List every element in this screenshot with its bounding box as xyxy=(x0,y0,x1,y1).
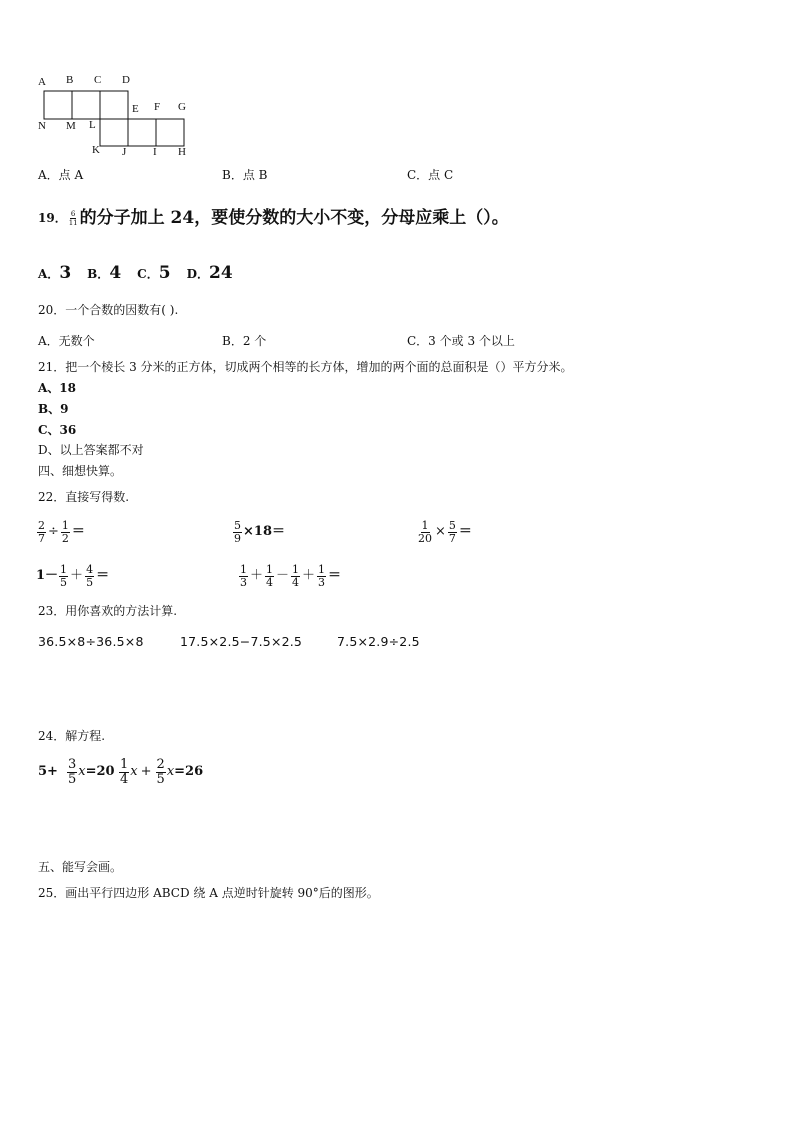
q20-option-a[interactable]: A．无数个 xyxy=(38,334,95,348)
label-h: H xyxy=(178,146,186,158)
q20-option-b[interactable]: B．2 个 xyxy=(222,334,267,348)
label-i: I xyxy=(153,146,157,158)
label-f: F xyxy=(154,101,161,113)
q19-option-b-letter: B． xyxy=(87,267,110,281)
q22-question: 22．直接写得数. xyxy=(38,490,130,504)
q22-expr-4: 1－ $\frac{1}{5}$ ＋ $\frac{4}{5}$ ＝ xyxy=(36,562,110,589)
label-m: M xyxy=(66,120,76,132)
q23-expr-3: 7.5×2.9÷2.5 xyxy=(337,634,420,649)
q19-options xyxy=(38,262,233,284)
q23-question: 23．用你喜欢的方法计算. xyxy=(38,604,178,618)
q19-option-c[interactable]: 5 xyxy=(158,263,171,283)
cube-net-figure xyxy=(36,74,206,160)
q19-question xyxy=(38,207,509,229)
net-square-2 xyxy=(72,91,100,119)
label-e: E xyxy=(132,103,139,115)
q21-option-a[interactable]: A、18 xyxy=(38,381,77,395)
q18-option-a[interactable]: A．点 A xyxy=(38,168,84,182)
q19-number: 19． xyxy=(38,211,67,225)
q19-option-d[interactable]: 24 xyxy=(208,263,233,283)
q22-expr-1: $\frac{2}{7}$ ÷ $\frac{1}{2}$ ＝ xyxy=(38,518,85,545)
section-5-title: 五、能写会画。 xyxy=(38,860,123,874)
net-square-3 xyxy=(100,91,128,119)
label-g: G xyxy=(178,101,186,113)
q21-option-c[interactable]: C、36 xyxy=(38,423,77,437)
q23-expr-1: 36.5×8÷36.5×8 xyxy=(38,634,144,649)
q22-expr-2: $\frac{5}{9}$ ×18＝ xyxy=(234,518,285,545)
q24-question: 24．解方程. xyxy=(38,729,106,743)
q24-equation-2: $\frac{1}{4}$ x + $\frac{2}{5}$ x =26 xyxy=(120,756,204,787)
q19-option-a-letter: A． xyxy=(38,267,60,281)
q22-expr-5: $\frac{1}{3}$ ＋ $\frac{1}{4}$ － $\frac{1}{4}$ ＋ $\frac{1}{3}$ ＝ xyxy=(240,562,342,589)
label-n: N xyxy=(38,120,46,132)
label-d: D xyxy=(122,74,130,86)
section-4-title: 四、细想快算。 xyxy=(38,464,123,478)
q23-expr-2: 17.5×2.5−7.5×2.5 xyxy=(180,634,303,649)
q19-option-d-letter: D． xyxy=(186,267,209,281)
q24-equation-1: 5+ $\frac{3}{5}$ x =20 xyxy=(38,756,115,787)
q21-option-b[interactable]: B、9 xyxy=(38,402,69,416)
q18-option-c[interactable]: C．点 C xyxy=(407,168,454,182)
label-c: C xyxy=(94,74,102,86)
q22-expr-3: $\frac{1}{20}$ × $\frac{5}{7}$ ＝ xyxy=(418,518,472,545)
label-a: A xyxy=(38,76,46,88)
net-square-1 xyxy=(44,91,72,119)
net-square-5 xyxy=(128,119,156,146)
label-b: B xyxy=(66,74,74,86)
q19-option-c-letter: C． xyxy=(137,267,159,281)
q20-question: 20．一个合数的因数有( ). xyxy=(38,303,179,317)
q25-question: 25．画出平行四边形 ABCD 绕 A 点逆时针旋转 90°后的图形。 xyxy=(38,886,379,900)
net-square-6 xyxy=(156,119,184,146)
label-l: L xyxy=(89,119,96,131)
q21-option-d[interactable]: D、以上答案都不对 xyxy=(38,443,144,457)
q20-option-c[interactable]: C．3 个或 3 个以上 xyxy=(407,334,515,348)
q18-option-b[interactable]: B．点 B xyxy=(222,168,268,182)
label-j: J xyxy=(122,146,127,158)
q19-text: 的分子加上 24，要使分数的大小不变，分母应乘上（）。 xyxy=(79,208,509,228)
net-square-4 xyxy=(100,119,128,146)
q21-question: 21．把一个棱长 3 分米的正方体，切成两个相等的长方体，增加的两个面的总面积是（）平方分米。 xyxy=(38,360,573,374)
label-k: K xyxy=(92,144,100,156)
q19-fraction: $\frac{6}{11}$ xyxy=(68,209,78,227)
q19-option-b[interactable]: 4 xyxy=(109,263,122,283)
q19-option-a[interactable]: 3 xyxy=(59,263,72,283)
